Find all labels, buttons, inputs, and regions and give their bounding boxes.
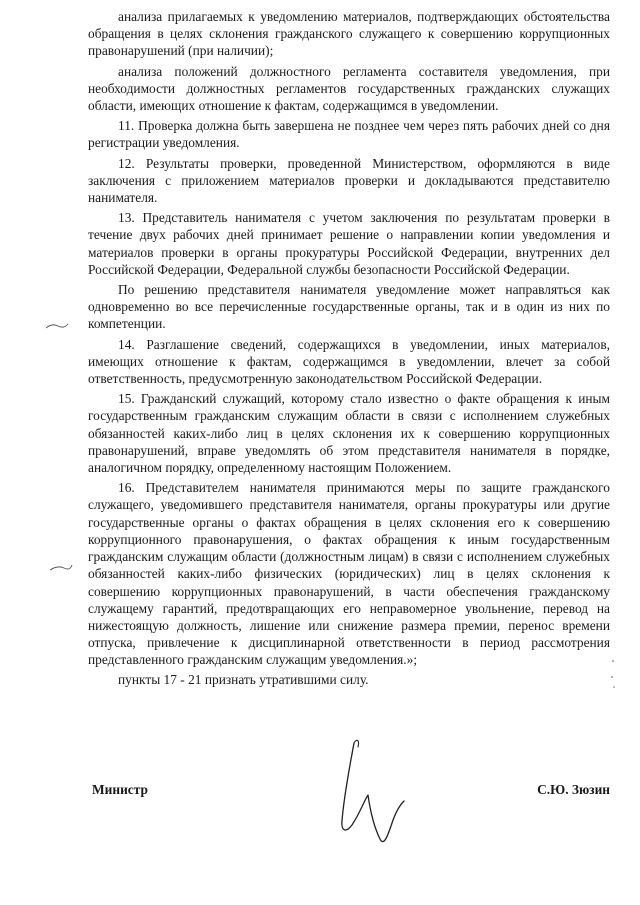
paragraph-analysis-materials: анализа прилагаемых к уведомлению материалов, подтверждающих обстоятельства обращения в целях склонения гражданского служащего к совершению коррупционных правонарушений (при наличии);: [88, 9, 610, 59]
paragraph-11: 11. Проверка должна быть завершена не позднее чем через пять рабочих дней со дня регистрации уведомления.: [88, 118, 610, 151]
document-body: [88, 8, 610, 691]
signatory-title: Министр: [92, 782, 148, 797]
margin-pen-mark-icon: [48, 560, 74, 574]
paragraph-analysis-regulations: анализа положений должностного регламента составителя уведомления, при необходимости должностных регламентов государственных гражданских служащих области, имеющих отношение к фактам, содержащимся в уведомлении.: [88, 63, 610, 114]
signature-row: [88, 782, 610, 804]
margin-pen-mark-icon: [44, 320, 70, 332]
paragraph-16: 16. Представителем нанимателя принимаются меры по защите гражданского служащего, уведомившего представителя нанимателя, органы прокуратуры или другие государственные органы о фактах обращения в целях склонения его к совершению коррупционного правонарушения, о фактах обращения к иным государственным гражданским служащим области (должностным лицам) в связи с исполнением служебных обязанностей каких-либо физических (юридических) лиц в целях склонения к совершению коррупционных правонарушений, в части обеспечения гражданскому служащему гарантий, предотвращающих его неправомерное увольнение, перевод на нижестоящую должность, лишение или снижение размера премии, перенос времени отпуска, привлечение к дисциплинарной ответственности в период рассмотрения представленного гражданским служащим уведомления.»;: [88, 480, 610, 668]
paragraph-15: 15. Гражданский служащий, которому стало известно о факте обращения к иным государственным гражданским служащим области в связи с исполнением служебных обязанностей каких-либо лиц в целях склонения их к совершению коррупционных правонарушений, вправе уведомлять об этом представителя нанимателя в порядке, аналогичном порядку, определенному настоящим Положением.: [88, 391, 610, 476]
scan-artifact-icon: [608, 655, 618, 695]
paragraph-13-decision: По решению представителя нанимателя уведомление может направляться как одновременно во все перечисленные государственные органы, так и в один из них по компетенции.: [88, 282, 610, 332]
paragraph-repeal: пункты 17 - 21 признать утратившими силу.: [118, 671, 369, 687]
paragraph-13: 13. Представитель нанимателя с учетом заключения по результатам проверки в течение двух рабочих дней принимает решение о направлении копии уведомления и материалов проверки в органы прокуратуры Российской Федерации, внутренних дел Российской Федерации, Федеральной службы безопасности Российской Федерации.: [88, 210, 610, 277]
paragraph-12: 12. Результаты проверки, проведенной Министерством, оформляются в виде заключения с приложением материалов проверки и докладываются представителю нанимателя.: [88, 155, 610, 206]
signatory-name: С.Ю. Зюзин: [537, 782, 610, 797]
paragraph-14: 14. Разглашение сведений, содержащихся в уведомлении, иных материалов, имеющих отношение к фактам, содержащимся в уведомлении, влечет за собой ответственность, предусмотренную законодательством Российской Федерации.: [88, 336, 610, 387]
